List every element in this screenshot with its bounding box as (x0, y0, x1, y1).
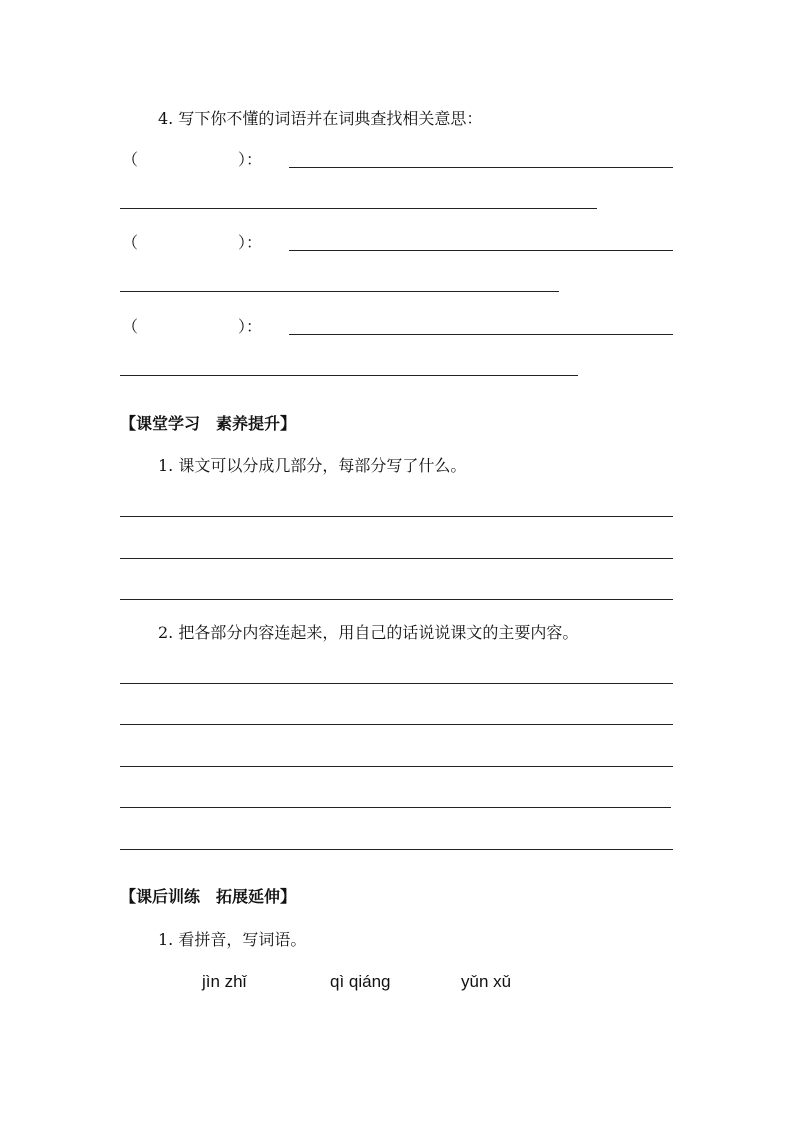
q4-row3-open-paren: （ (122, 317, 139, 336)
section-heading-after: 【课后训练 拓展延伸】 (120, 887, 297, 906)
q4-row2-open-paren: （ (122, 233, 139, 252)
class-q2-answer-line-4[interactable] (120, 807, 671, 808)
q4-row3-close-paren: ）： (238, 317, 263, 336)
q4-row2-close-paren: ）： (238, 233, 263, 252)
class-q1-answer-line-2[interactable] (120, 558, 673, 559)
pinyin-word-3: yǔn xǔ (461, 972, 512, 991)
section-heading-class: 【课堂学习 素养提升】 (120, 414, 297, 433)
q4-row2-continuation-line[interactable] (120, 291, 559, 292)
q4-row3-continuation-line[interactable] (120, 375, 578, 376)
class-q2-answer-line-3[interactable] (120, 766, 673, 767)
q4-row3-answer-line[interactable] (289, 334, 673, 335)
q4-row1-continuation-line[interactable] (120, 208, 597, 209)
class-q2-answer-line-2[interactable] (120, 724, 673, 725)
class-q1-answer-line-1[interactable] (120, 516, 673, 517)
q4-prompt: 4. 写下你不懂的词语并在词典查找相关意思： (158, 109, 483, 128)
class-q2-answer-line-5[interactable] (120, 849, 673, 850)
pinyin-word-1: jìn zhǐ (202, 972, 247, 991)
class-q2-prompt: 2. 把各部分内容连起来，用自己的话说说课文的主要内容。 (158, 623, 579, 642)
class-q1-prompt: 1. 课文可以分成几部分，每部分写了什么。 (158, 456, 467, 475)
q4-row1-answer-line[interactable] (289, 167, 673, 168)
class-q2-answer-line-1[interactable] (120, 683, 673, 684)
q4-row1-close-paren: ）： (238, 150, 263, 169)
after-q1-prompt: 1. 看拼音，写词语。 (158, 930, 307, 949)
q4-row1-open-paren: （ (122, 150, 139, 169)
pinyin-word-2: qì qiáng (330, 972, 391, 991)
class-q1-answer-line-3[interactable] (120, 599, 673, 600)
q4-row2-answer-line[interactable] (289, 250, 673, 251)
